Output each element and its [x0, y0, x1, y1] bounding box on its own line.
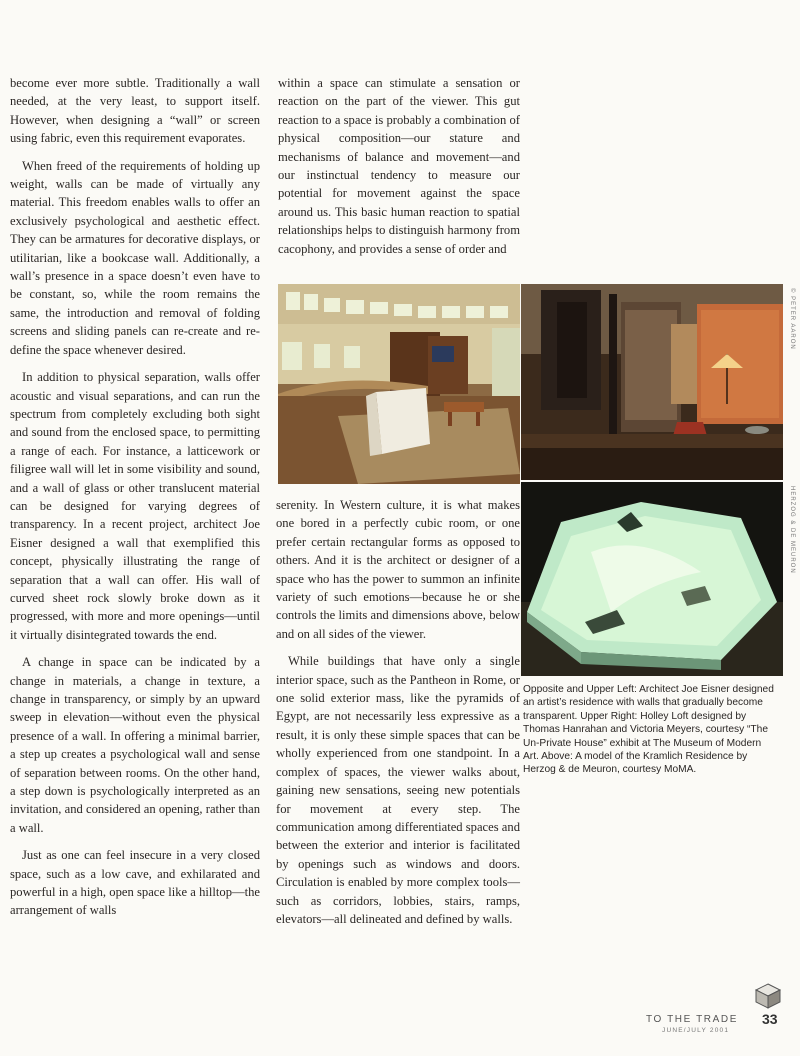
footer-issue-date: JUNE/JULY 2001	[662, 1027, 730, 1034]
body-paragraph: When freed of the requirements of holding up weight, walls can be made of virtually any material. This freedom enables walls to offer an exclusively psychological and aesthetic effect. They can be armatures for decorative displays, or utilitarian, like a bookcase wall. Additionally, a wall’s presence in a space doesn’t even have to be constant, so, while the room remains the same, the introduction and removal of folding screens and sliding panels can re-create and re-define the space whenever desired.	[10, 158, 260, 357]
footer-magazine-title: TO THE TRADE	[646, 1014, 738, 1025]
middle-text-column-bottom	[276, 496, 520, 937]
body-paragraph: Just as one can feel insecure in a very closed space, such as a low cave, and exhilarated and powerful in a high, open space like a hilltop—the arrangement of walls	[10, 848, 260, 918]
body-paragraph: within a space can stimulate a sensation or reaction on the part of the viewer. This gut reaction to a space is probably a combination of physical composition—our stature and mechanisms of balance and movement—and our instinctual tendency to measure our potential for movement against the space around us. This basic human reaction to spatial relationships helps to distinguish harmony from cacophony, and provides a sense of order and	[278, 76, 520, 256]
body-paragraph: become ever more subtle. Traditionally a wall needed, at the very least, to support itself. However, when designing a “wall” or screen using fabric, even this requirement evaporates.	[10, 76, 260, 146]
body-paragraph: A change in space can be indicated by a change in materials, a change in texture, a change in transparency, or simply by an upward sweep in elevation—without even the physical presence of a wall. In offering a minimal barrier, a step up creates a psychological wall and sense of separation between rooms. On the other hand, a step down is psychologically interpreted as an invitation, and considered an opening, rather than a wall.	[10, 655, 260, 835]
photo-kramlich-model	[521, 482, 783, 676]
photo-credit-aaron: © PETER AARON	[789, 288, 795, 350]
body-paragraph: In addition to physical separation, walls offer acoustic and visual separations, and can run the spectrum from completely excluding both sight and sound from the enclosed space, to permitting a range of each. For instance, a latticework or filigree wall will let in some visibility and sound, and a wall of glass or other translucent material can be designed for varying degrees of transparency. In a recent project, architect Joe Eisner designed a wall that exemplified this concept, physically illustrating the range of separation that a wall can offer. His wall of curved sheet rock slowly broke down as it progressed, with more and more openings—until it virtually disintegrated towards the end.	[10, 370, 260, 642]
left-text-column	[10, 74, 260, 929]
cube-logo-icon	[754, 982, 782, 1010]
photo-holley-loft	[521, 284, 783, 480]
photo-credit-herzog: HERZOG & DE MEURON	[789, 486, 795, 574]
photo-eisner-living-room	[278, 284, 520, 484]
middle-text-column-top	[278, 74, 520, 267]
body-paragraph: While buildings that have only a single interior space, such as the Pantheon in Rome, or one solid exterior mass, like the pyramids of Egypt, are not necessarily less expressive as a result, it is only these simple spaces that can be wholly experienced from one standpoint. In a complex of spaces, the viewer walks about, gaining new sensations, seeing new potentials for movement at every step. The communication among differentiated spaces and between the exterior and interior is facilitated by openings such as windows and doors. Circulation is enabled by more complex tools—such as corridors, lobbies, stairs, ramps, elevators—all delineated and defined by walls.	[276, 654, 520, 926]
photo-caption: Opposite and Upper Left: Architect Joe Eisner designed an artist’s residence with walls that gradually become transparent. Upper Right: Holley Loft designed by Thomas Hanrahan and Victoria Meyers, courtesy “The Un-Private House” exhibit at The Museum of Modern Art. Above: A model of the Kramlich Residence by Herzog & de Meuron, courtesy MoMA.	[523, 684, 774, 776]
page-number: 33	[762, 1011, 778, 1027]
body-paragraph: serenity. In Western culture, it is what makes one bored in a perfectly cubic room, or one prefer certain rectangular forms as opposed to others. And it is the architect or designer of a space who has the power to summon an infinite variety of such emotions—because he or she controls the limits and dimensions above, below and on all sides of the viewer.	[276, 498, 520, 641]
